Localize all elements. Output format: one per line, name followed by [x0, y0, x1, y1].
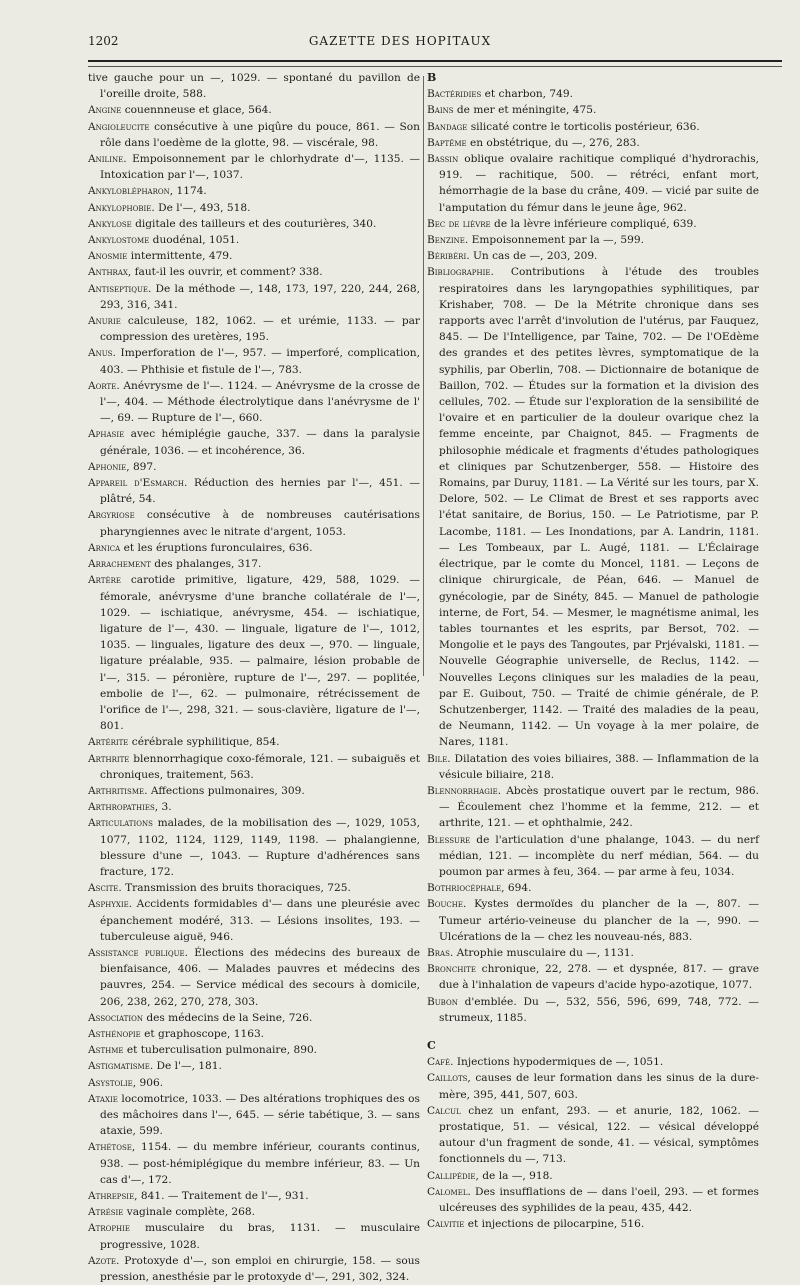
entry-head: Caillots,: [427, 1072, 471, 1085]
header-rule: [88, 60, 782, 62]
entry-head: Aorte.: [88, 379, 120, 392]
entry-text: et charbon, 749.: [481, 88, 573, 101]
entry-head: Argyriose: [88, 509, 135, 522]
index-entry: [88, 281, 420, 313]
entry-head: Articulations: [88, 817, 153, 830]
index-entry: [88, 751, 420, 783]
index-entry: [88, 1220, 420, 1252]
index-entry: [88, 102, 420, 118]
entry-text: Abcès prostatique ouvert par le rectum, 986. — Écoulement chez l'homme et la femme, 212. — et arthrite, 121. — et ophthalmie, 242.: [439, 784, 759, 830]
entry-head: Atrophie: [88, 1222, 131, 1235]
index-entry: [88, 1026, 420, 1042]
entry-head: Aphonie,: [88, 460, 130, 473]
entry-text: Un cas de —, 203, 209.: [469, 250, 598, 263]
entry-head: Bassin: [427, 153, 459, 166]
entry-head: Angioleucite: [88, 120, 150, 133]
index-entry: [427, 135, 759, 151]
index-entry: [427, 151, 759, 216]
entry-text: consécutive à une piqûre du pouce, 861. — Son rôle dans l'oedème de la glotte, 98. — viscérale, 98.: [100, 120, 420, 149]
entry-head: Bains: [427, 104, 454, 117]
entry-head: Bandage: [427, 120, 468, 133]
index-entry: [88, 1042, 420, 1058]
column-divider: [423, 76, 424, 676]
entry-head: Bouche.: [427, 898, 467, 911]
entry-head: Ankylophobie.: [88, 201, 155, 214]
entry-text: Imperforation de l'—, 957. — imperforé, complication, 403. — Phthisie et fistule de l'—, 783.: [100, 347, 420, 376]
header-rule-thin: [88, 66, 782, 67]
entry-head: Aniline.: [88, 153, 127, 166]
index-entry: [88, 1188, 420, 1204]
entry-text: Kystes dermoïdes du plancher de la —, 807. — Tumeur artério-veineuse du plancher de la —, 990. — Ulcérations de la — chez les nouveau-nés, 883.: [439, 898, 759, 943]
entry-text: Élections des médecins des bureaux de bienfaisance, 406. — Malades pauvres et médecins des pauvres, 254. — Service médical des secours à domicile, 206, 238, 262, 270, 278, 303.: [100, 946, 420, 1008]
entry-text: 897.: [129, 460, 157, 473]
entry-text: de la —, 918.: [478, 1169, 553, 1182]
index-entry: [88, 378, 420, 427]
entry-text: des phalanges, 317.: [150, 558, 262, 571]
entry-head: Arthropathies,: [88, 801, 159, 814]
entry-text: 906.: [136, 1076, 164, 1089]
page-number: 1202: [88, 34, 119, 48]
index-entry: [88, 313, 420, 345]
index-entry: [88, 345, 420, 377]
index-entry: [427, 119, 759, 135]
entry-head: Calcul: [427, 1104, 461, 1117]
entry-head: Arnica: [88, 541, 121, 554]
index-entry: [88, 264, 420, 280]
entry-text: Affections pulmonaires, 309.: [147, 784, 305, 797]
index-entry: [88, 475, 420, 507]
entry-text: Empoisonnement par la —, 599.: [468, 234, 644, 247]
index-entry: [427, 86, 759, 102]
index-entry: [88, 232, 420, 248]
entry-head: Antiseptique.: [88, 282, 152, 295]
entry-head: Asystolie,: [88, 1076, 137, 1089]
index-entry: [88, 896, 420, 945]
index-entry: [88, 799, 420, 815]
entry-head: Calomel.: [427, 1185, 471, 1198]
entry-text: malades, de la mobilisation des —, 1029, 1053, 1077, 1102, 1124, 1129, 1149, 1198. — phalangienne, blessure d'une —, 1043. — Rupture d'adhérences sans fracture, 172.: [100, 817, 420, 878]
running-title: GAZETTE DES HOPITAUX: [308, 34, 492, 48]
entry-head: Blessure: [427, 833, 471, 846]
entry-text: couennneuse et glace, 564.: [121, 104, 272, 117]
entry-head: Athrepsie,: [88, 1190, 138, 1203]
entry-text: Anévrysme de l'—. 1124. — Anévrysme de la crosse de l'—, 404. — Méthode électrolytique dans l'anévrysme de l' —, 69. — Rupture de l'—, 660.: [100, 379, 420, 425]
entry-head: Bibliographie.: [427, 266, 494, 279]
index-entry: [88, 507, 420, 539]
index-entry: [88, 1075, 420, 1091]
entry-text: Dilatation des voies biliaires, 388. — Inflammation de la vésicule biliaire, 218.: [439, 752, 759, 781]
index-entry: [427, 248, 759, 264]
index-entry: [88, 1010, 420, 1026]
entry-head: Bronchite: [427, 963, 476, 976]
entry-head: Benzine.: [427, 234, 469, 247]
index-entry: [88, 556, 420, 572]
entry-text: Réduction des hernies par l'—, 451. — plâtré, 54.: [100, 477, 420, 506]
entry-head: Asphyxie.: [88, 898, 133, 911]
entry-head: Athétose,: [88, 1141, 136, 1154]
index-entry: [427, 896, 759, 945]
entry-head: Arthritisme.: [88, 784, 148, 797]
entry-head: Asthénopie: [88, 1027, 141, 1040]
entry-head: Anus.: [88, 347, 116, 360]
index-entry: [88, 572, 420, 734]
entry-text: Contributions à l'étude des troubles respiratoires dans les laryngopathies syphilitiques, par Krishaber, 708. — De la Métrite chronique dans ses rapports avec l'arrêt d'involution de l'utérus, par Fauquez, 845. — De l'Intelligence, par Taine, 702. — De l'OEdème des grandes et des petites lèvres, symptomatique de la syphilis, par Oberlin, 708. — Dictionnaire de botanique de Baillon, 702. — Études sur la formation et la division des cellules, 702. — Étude sur l'exploration de la sensibilité de l'ovaire et en particulier de la douleur ovarique chez la femme enceinte, par Chaignot, 845. — Fragments de philosophie médicale et fragments d'études pathologiques et cliniques par Schutzenberger, 558. — Histoire des Romains, par Duruy, 1181. — La Vérité sur les tours, par X. Delore, 502. — Le Climat de Brest et ses rapports avec l'état sanitaire, de Borius, 150. — Le Patriotisme, par P. Lacombe, 1181. — Les Inondations, par A. Landrin, 1181. — Les Tombeaux, par L. Augé, 1181. — L'Éclairage électrique, par le comte du Moncel, 1181. — Leçons de clinique chirurgicale, de Péan, 646. — Manuel de gynécologie, par de Sinéty, 845. — Manuel de pathologie interne, de Fort, 54. — Mesmer, le magnétisme animal, les tables tournantes et les esprits, par Bersot, 702. — Mongolie et le pays des Tangoutes, par Prjévalski, 1181. — Nouvelle Géographie universelle, de Reclus, 1142. — Nouvelles Leçons cliniques sur les maladies de la peau, par E. Guibout, 750. — Traité de chimie générale, de P. Schutzenberger, 1142. — Traité des maladies de la peau, de Neumann, 1142. — Un voyage à la mer polaire, de Nares, 1181.: [439, 266, 759, 749]
entry-head: Blennorrhagie.: [427, 784, 502, 797]
index-entry: [88, 183, 420, 199]
entry-head: Calvitie: [427, 1218, 465, 1231]
entry-head: Arrachement: [88, 558, 151, 571]
index-entry: [88, 248, 420, 264]
entry-text: locomotrice, 1033. — Des altérations trophiques des os des mâchoires dans l'—, 645. — série tabétique, 3. — sans ataxie, 599.: [100, 1092, 420, 1138]
index-entry: [427, 1103, 759, 1168]
entry-head: Azote.: [88, 1254, 120, 1267]
entry-text: Protoxyde d'—, son emploi en chirurgie, 158. — sous pression, anesthésie par le protoxyde d'—, 291, 302, 324.: [100, 1254, 420, 1284]
entry-head: Bothriocéphale,: [427, 882, 505, 895]
entry-text: et tuberculisation pulmonaire, 890.: [123, 1044, 318, 1057]
entry-head: Bras.: [427, 946, 454, 959]
left-column: [88, 70, 420, 1285]
entry-text: et injections de pilocarpine, 516.: [464, 1218, 645, 1231]
entry-text: avec hémiplégie gauche, 337. — dans la paralysie générale, 1036. — et incohérence, 36.: [100, 428, 420, 457]
entry-head: Anurie: [88, 315, 121, 328]
index-entry: [427, 1070, 759, 1102]
entry-head: Arthrite: [88, 752, 130, 765]
entry-text: carotide primitive, ligature, 429, 588, 1029. — fémorale, anévrysme d'une branche collatérale de l'—, 1029. — ischiatique, anévrysme, 454. — ischiatique, ligature de l'—, 430. — linguale, ligature de l'—, 1012, 1035. — linguales, ligature des deux —, 970. — linguale, ligature préalable, 935. — palmaire, lésion probable de l'—, 315. — péronière, rupture de l'—, 297. — poplitée, embolie de l'—, 62. — pulmonaire, rétrécissement de l'orifice de l'—, 298, 321. — sous-clavière, ligature de l'—, 801.: [100, 574, 420, 733]
entry-text: chronique, 22, 278. — et dyspnée, 817. — grave due à l'inhalation de vapeurs d'acide hypo-azotique, 1077.: [439, 963, 759, 992]
entries-c: [427, 1054, 759, 1232]
index-entry: [88, 815, 420, 880]
index-entry: [88, 216, 420, 232]
entry-text: blennorrhagique coxo-fémorale, 121. — subaiguës et chroniques, traitement, 563.: [100, 752, 420, 781]
entry-head: Artère: [88, 574, 121, 587]
right-column: [427, 70, 759, 1232]
index-entry: [427, 102, 759, 118]
entry-text: tive gauche pour un —, 1029. — spontané du pavillon de l'oreille droite, 588.: [88, 72, 420, 101]
index-entry: [88, 70, 420, 102]
entry-head: Bubon: [427, 995, 458, 1008]
entry-text: 694.: [504, 882, 532, 895]
index-entry: [427, 880, 759, 896]
index-entry: [88, 459, 420, 475]
entry-head: Appareil d'Esmarch.: [88, 477, 188, 490]
section-letter-b: B: [427, 71, 437, 84]
index-entry: [88, 1253, 420, 1285]
index-entry: [427, 1184, 759, 1216]
index-entry: [427, 1216, 759, 1232]
entry-text: Atrophie musculaire du —, 1131.: [453, 946, 634, 959]
index-entry: [427, 832, 759, 881]
entry-head: Association: [88, 1011, 143, 1024]
index-entry: [427, 264, 759, 750]
entry-text: Des insufflations de — dans l'oeil, 293. — et formes ulcéreuses des syphilides de la peau, 435, 442.: [439, 1185, 759, 1215]
entry-head: Bactéridies: [427, 88, 482, 101]
entry-text: De la méthode —, 148, 173, 197, 220, 244, 268, 293, 316, 341.: [100, 282, 420, 311]
entry-text: musculaire du bras, 1131. — musculaire progressive, 1028.: [100, 1222, 420, 1251]
index-entry: [427, 1054, 759, 1070]
entry-text: de l'articulation d'une phalange, 1043. — du nerf médian, 121. — incomplète du nerf médian, 564. — du poumon par armes à feu, 364. — par arme à feu, 1034.: [439, 833, 759, 878]
index-entry: [427, 945, 759, 961]
entry-text: de la lèvre inférieure compliqué, 639.: [490, 217, 697, 230]
entry-text: silicaté contre le torticolis postérieur, 636.: [467, 120, 700, 133]
entry-text: 1154. — du membre inférieur, courants continus, 938. — post-hémiplégique du membre inférieur, 83. — Un cas d'—, 172.: [100, 1141, 420, 1186]
section-letter-c: C: [427, 1038, 436, 1052]
entry-text: faut-il les ouvrir, et comment? 338.: [131, 266, 323, 279]
index-entry: [88, 1058, 420, 1074]
index-entry: [88, 1204, 420, 1220]
entry-text: De l'—, 493, 518.: [154, 201, 251, 214]
entry-head: Artérite: [88, 736, 129, 749]
index-entry: [88, 1091, 420, 1140]
index-entry: [88, 200, 420, 216]
entry-head: Bile.: [427, 752, 451, 765]
entry-text: en obstétrique, du —, 276, 283.: [466, 136, 640, 149]
entry-text: et graphoscope, 1163.: [140, 1027, 265, 1040]
index-entry: [427, 1168, 759, 1184]
entry-text: chez un enfant, 293. — et anurie, 182, 1062. — prostatique, 51. — vésical, 122. — vésical développé autour d'un fragment de sonde, 41. — vésical, symptômes fonctionnels du —, 713.: [439, 1104, 759, 1166]
entry-text: Empoisonnement par le chlorhydrate d'—, 1135. — Intoxication par l'—, 1037.: [100, 153, 420, 182]
entries-b: [427, 86, 759, 1026]
entry-text: vaginale complète, 268.: [123, 1206, 256, 1219]
entry-text: Transmission des bruits thoraciques, 725.: [121, 882, 351, 895]
entry-text: de mer et méningite, 475.: [453, 104, 597, 117]
entry-text: oblique ovalaire rachitique compliqué d'hydrorachis, 919. — rachitique, 500. — rétréci, enfant mort, hémorrhagie de la base du crâne, 409. — vicié par suite de l'amputation du fémur dans le jeune âge, 962.: [439, 153, 759, 214]
entry-head: Ankylose: [88, 217, 132, 230]
entry-text: consécutive à de nombreuses cautérisations pharyngiennes avec le nitrate d'argent, 1053.: [100, 509, 420, 538]
index-entry: [88, 734, 420, 750]
entry-text: cérébrale syphilitique, 854.: [128, 736, 280, 749]
entry-head: Asthme: [88, 1044, 124, 1057]
entry-text: calculeuse, 182, 1062. — et urémie, 1133. — par compression des uretères, 195.: [100, 315, 420, 344]
entry-head: Ankylostome: [88, 234, 150, 247]
index-entry: [88, 880, 420, 896]
entry-text: Injections hypodermiques de —, 1051.: [453, 1056, 664, 1069]
entry-head: Astigmatisme.: [88, 1060, 154, 1073]
entry-head: Café.: [427, 1056, 454, 1069]
entry-text: d'emblée. Du —, 532, 556, 596, 699, 748, 772. — strumeux, 1185.: [439, 995, 759, 1024]
entry-text: digitale des tailleurs et des couturières, 340.: [131, 217, 377, 230]
index-entry: [88, 783, 420, 799]
index-entry: [427, 232, 759, 248]
entry-head: Béribéri.: [427, 250, 470, 263]
entry-text: 841. — Traitement de l'—, 931.: [137, 1190, 309, 1203]
entry-text: causes de leur formation dans les sinus de la dure-mère, 395, 441, 507, 603.: [439, 1072, 759, 1101]
entry-head: Atrésie: [88, 1206, 124, 1219]
entry-head: Angine: [88, 104, 122, 117]
index-entry: [88, 540, 420, 556]
entry-head: Baptême: [427, 136, 467, 149]
entry-head: Assistance publique.: [88, 946, 188, 959]
entry-head: Aphasie: [88, 428, 125, 441]
entry-head: Callipédie,: [427, 1169, 479, 1182]
entry-head: Ankyloblépharon,: [88, 185, 174, 198]
index-entry: [88, 426, 420, 458]
index-entry: [88, 945, 420, 1010]
index-entry: [427, 961, 759, 993]
index-entry: [427, 783, 759, 832]
entry-text: 1174.: [173, 185, 207, 198]
entry-text: et les éruptions furonculaires, 636.: [120, 541, 313, 554]
index-entry: [427, 216, 759, 232]
entry-text: 3.: [158, 801, 172, 814]
entry-text: duodénal, 1051.: [149, 234, 240, 247]
index-entry: [88, 151, 420, 183]
entry-text: Accidents formidables d'— dans une pleurésie avec épanchement modéré, 313. — Lésions insolites, 193. — tuberculeuse aiguë, 946.: [100, 898, 420, 943]
index-entry: [88, 119, 420, 151]
entry-head: Ascite.: [88, 882, 122, 895]
entry-head: Anthrax,: [88, 266, 132, 279]
entry-text: intermittente, 479.: [127, 250, 233, 263]
entry-head: Ataxie: [88, 1092, 118, 1105]
entry-text: De l'—, 181.: [153, 1060, 222, 1073]
entry-text: des médecins de la Seine, 726.: [142, 1011, 313, 1024]
index-entry: [427, 994, 759, 1026]
entry-head: Bec de lièvre: [427, 217, 491, 230]
index-entry: [427, 751, 759, 783]
entry-head: Anosmie: [88, 250, 128, 263]
